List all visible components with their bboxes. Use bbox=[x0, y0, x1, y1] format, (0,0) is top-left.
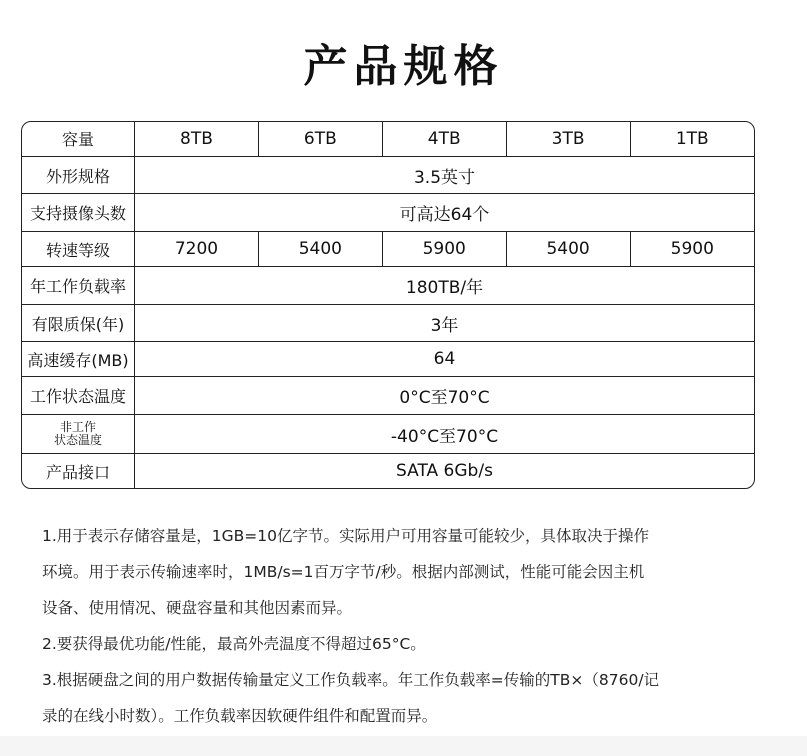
footnotes bbox=[42, 518, 762, 734]
row-label: 产品接口 bbox=[22, 454, 135, 488]
bottom-strip bbox=[0, 736, 807, 756]
row-label: 高速缓存(MB) bbox=[22, 342, 135, 377]
capacity-1tb: 1TB bbox=[630, 122, 754, 156]
table-row-interface bbox=[22, 454, 754, 488]
rpm-3tb: 5400 bbox=[506, 232, 630, 267]
table-row-cache bbox=[22, 342, 754, 377]
row-value: -40°C至70°C bbox=[135, 415, 755, 454]
note-3-line-2: 录的在线小时数）。工作负载率因软硬件组件和配置而异。 bbox=[42, 707, 438, 725]
table-row-operating-temp bbox=[22, 377, 754, 415]
row-label: 支持摄像头数 bbox=[22, 194, 135, 232]
row-value: 64 bbox=[135, 342, 755, 377]
table-row-capacity bbox=[22, 122, 754, 156]
note-2: 2.要获得最优功能/性能，最高外壳温度不得超过65°C。 bbox=[42, 635, 426, 653]
row-label: 容量 bbox=[22, 122, 135, 156]
row-label: 有限质保(年) bbox=[22, 304, 135, 342]
table-row-warranty bbox=[22, 304, 754, 342]
rpm-6tb: 5400 bbox=[258, 232, 382, 267]
row-label bbox=[22, 415, 135, 454]
capacity-6tb: 6TB bbox=[258, 122, 382, 156]
table-row-cameras bbox=[22, 194, 754, 232]
row-label-line2: 状态温度 bbox=[53, 433, 102, 448]
row-value: 可高达64个 bbox=[135, 194, 755, 232]
rpm-4tb: 5900 bbox=[382, 232, 506, 267]
row-value: 3年 bbox=[135, 304, 755, 342]
row-label: 年工作负载率 bbox=[22, 266, 135, 304]
table-row-form-factor bbox=[22, 156, 754, 194]
rpm-8tb: 7200 bbox=[135, 232, 259, 267]
row-value: SATA 6Gb/s bbox=[135, 454, 755, 488]
note-3-line-1: 3.根据硬盘之间的用户数据传输量定义工作负载率。年工作负载率=传输的TB×（8760/记 bbox=[42, 671, 660, 689]
row-value: 3.5英寸 bbox=[135, 156, 755, 194]
note-1-line-2: 环境。用于表示传输速率时，1MB/s=1百万字节/秒。根据内部测试，性能可能会因主机 bbox=[42, 563, 645, 581]
row-label-line1: 非工作 bbox=[59, 420, 96, 435]
table-row-workload bbox=[22, 266, 754, 304]
row-value: 0°C至70°C bbox=[135, 377, 755, 415]
capacity-3tb: 3TB bbox=[506, 122, 630, 156]
row-label: 转速等级 bbox=[22, 232, 135, 267]
row-label: 工作状态温度 bbox=[22, 377, 135, 415]
table-row-nonoperating-temp bbox=[22, 415, 754, 454]
row-value: 180TB/年 bbox=[135, 266, 755, 304]
capacity-4tb: 4TB bbox=[382, 122, 506, 156]
note-1-line-3: 设备、使用情况、硬盘容量和其他因素而异。 bbox=[42, 599, 353, 617]
row-label: 外形规格 bbox=[22, 156, 135, 194]
spec-table bbox=[21, 121, 755, 489]
page-title: 产品规格 bbox=[303, 41, 504, 92]
note-1-line-1: 1.用于表示存储容量是，1GB=10亿字节。实际用户可用容量可能较少，具体取决于操作 bbox=[42, 527, 650, 545]
capacity-8tb: 8TB bbox=[135, 122, 259, 156]
rpm-1tb: 5900 bbox=[630, 232, 754, 267]
table-row-rpm bbox=[22, 232, 754, 267]
